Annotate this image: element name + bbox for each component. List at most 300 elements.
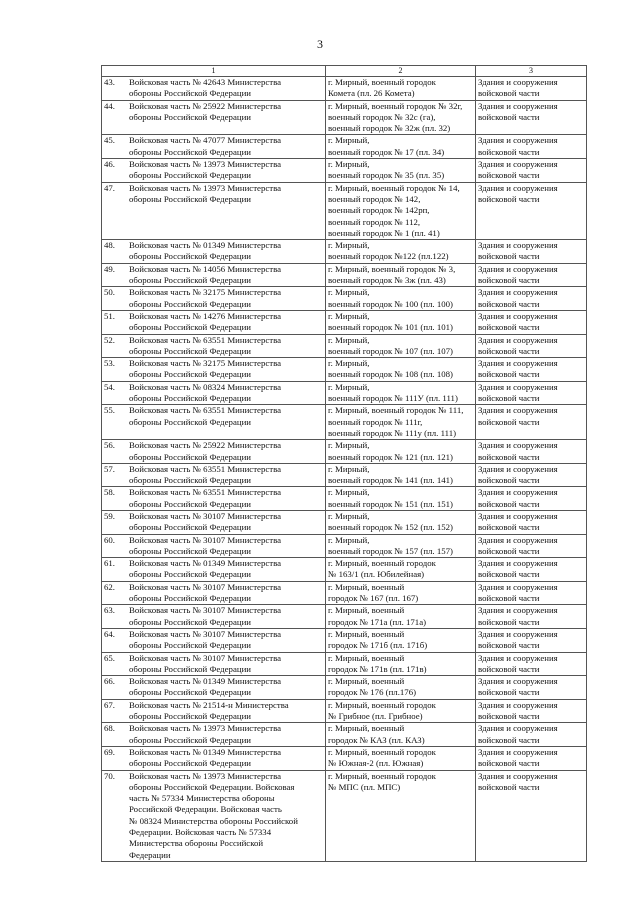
unit-name	[129, 135, 323, 158]
military-unit-cell	[102, 628, 326, 652]
row-number: 54.	[104, 381, 115, 392]
row-number: 64.	[104, 628, 115, 639]
table-row	[102, 263, 587, 287]
object-line: Здания и сооружения	[478, 510, 558, 521]
table-body	[102, 77, 587, 862]
address-line: г. Мирный,	[328, 240, 370, 251]
page-number: 3	[317, 37, 323, 51]
address-cell	[326, 699, 476, 723]
object-cell	[476, 159, 587, 183]
address-cell	[326, 487, 476, 511]
object-line: войсковой части	[478, 663, 540, 674]
unit-name-line: Войсковая часть № 01349 Министерства	[129, 240, 282, 251]
unit-name	[129, 405, 323, 428]
unit-name	[129, 535, 323, 558]
address-line: г. Мирный,	[328, 358, 370, 369]
address-line: № 163/1 (пл. Юбилейная)	[328, 569, 425, 580]
address-cell	[326, 534, 476, 558]
unit-entry	[104, 405, 323, 428]
address-cell	[326, 440, 476, 464]
object-cell	[476, 746, 587, 770]
address-line: г. Мирный,	[328, 135, 370, 146]
address-line: г. Мирный, военный	[328, 676, 405, 687]
military-unit-cell	[102, 358, 326, 382]
table-row	[102, 699, 587, 723]
address-line: военный городок № 111У (пл. 111)	[328, 393, 458, 404]
address-line: городок № 171а (пл. 171а)	[328, 616, 427, 627]
object-line: войсковой части	[478, 193, 540, 204]
object-cell	[476, 558, 587, 582]
address-cell	[326, 334, 476, 358]
address-line: г. Мирный, военный городок	[328, 558, 436, 569]
address-cell	[326, 240, 476, 264]
table-row	[102, 287, 587, 311]
object-line: войсковой части	[478, 322, 540, 333]
address-line: г. Мирный,	[328, 440, 370, 451]
object-line: войсковой части	[478, 498, 540, 509]
row-number: 66.	[104, 676, 115, 687]
address-line: г. Мирный,	[328, 534, 370, 545]
address-line: военный городок № 111г,	[328, 416, 423, 427]
object-line: Здания и сооружения	[478, 770, 558, 781]
unit-name-line: обороны Российской Федерации	[129, 322, 251, 333]
military-unit-cell	[102, 510, 326, 534]
table-row	[102, 100, 587, 135]
address-line: г. Мирный, военный городок	[328, 746, 436, 757]
unit-name-line: обороны Российской Федерации	[129, 522, 251, 533]
object-line: Здания и сооружения	[478, 381, 558, 392]
unit-entry	[104, 101, 323, 124]
address-line: г. Мирный, военный городок	[328, 770, 436, 781]
address-cell	[326, 263, 476, 287]
object-line: войсковой части	[478, 111, 540, 122]
facilities-table	[101, 65, 587, 862]
address-line: военный городок № 35 (пл. 35)	[328, 170, 445, 181]
row-number: 61.	[104, 558, 115, 569]
row-number: 52.	[104, 334, 115, 345]
unit-name-line: обороны Российской Федерации	[129, 251, 251, 262]
object-line: войсковой части	[478, 616, 540, 627]
unit-entry	[104, 311, 323, 334]
object-line: войсковой части	[478, 593, 540, 604]
unit-entry	[104, 558, 323, 581]
unit-name-line: Войсковая часть № 47077 Министерства	[129, 135, 282, 146]
object-line: Здания и сооружения	[478, 534, 558, 545]
unit-name-line: обороны Российской Федерации	[129, 146, 251, 157]
unit-entry	[104, 582, 323, 605]
unit-name	[129, 464, 323, 487]
row-number: 70.	[104, 770, 115, 781]
object-cell	[476, 770, 587, 861]
row-number: 68.	[104, 723, 115, 734]
military-unit-cell	[102, 287, 326, 311]
unit-name-line: обороны Российской Федерации	[129, 758, 251, 769]
address-cell	[326, 652, 476, 676]
military-unit-cell	[102, 240, 326, 264]
military-unit-cell	[102, 334, 326, 358]
unit-name-line: Войсковая часть № 13973 Министерства	[129, 723, 282, 734]
address-line: военный городок № 1 (пл. 41)	[328, 227, 440, 238]
table-row	[102, 723, 587, 747]
unit-name-line: Войсковая часть № 32175 Министерства	[129, 287, 282, 298]
object-line: войсковой части	[478, 251, 540, 262]
table-row	[102, 652, 587, 676]
unit-name-line: обороны Российской Федерации	[129, 111, 251, 122]
address-line: городок № 176 (пл.176)	[328, 687, 417, 698]
object-line: войсковой части	[478, 569, 540, 580]
unit-name-line: обороны Российской Федерации	[129, 498, 251, 509]
unit-name-line: Войсковая часть № 32175 Министерства	[129, 358, 282, 369]
object-cell	[476, 310, 587, 334]
unit-name-line: Войсковая часть № 25922 Министерства	[129, 100, 282, 111]
column-header-3: 3	[476, 66, 587, 77]
unit-name-line: Войсковая часть № 14056 Министерства	[129, 263, 282, 274]
military-unit-cell	[102, 135, 326, 159]
unit-entry	[104, 605, 323, 628]
military-unit-cell	[102, 581, 326, 605]
row-number: 53.	[104, 358, 115, 369]
unit-name-line: обороны Российской Федерации. Войсковая	[129, 781, 295, 792]
unit-name-line: Войсковая часть № 30107 Министерства	[129, 534, 282, 545]
unit-entry	[104, 159, 323, 182]
unit-entry	[104, 440, 323, 463]
unit-name	[129, 511, 323, 534]
object-line: Здания и сооружения	[478, 605, 558, 616]
unit-name-line: Войсковая часть № 30107 Министерства	[129, 581, 282, 592]
row-number: 55.	[104, 405, 115, 416]
object-cell	[476, 358, 587, 382]
row-number: 67.	[104, 699, 115, 710]
object-line: Здания и сооружения	[478, 581, 558, 592]
address-cell	[326, 100, 476, 135]
military-unit-cell	[102, 770, 326, 861]
unit-entry	[104, 135, 323, 158]
address-line: г. Мирный, военный	[328, 581, 405, 592]
row-number: 50.	[104, 287, 115, 298]
object-line: Здания и сооружения	[478, 746, 558, 757]
unit-name	[129, 700, 323, 723]
object-cell	[476, 487, 587, 511]
unit-entry	[104, 511, 323, 534]
military-unit-cell	[102, 100, 326, 135]
address-line: военный городок № 101 (пл. 101)	[328, 322, 453, 333]
military-unit-cell	[102, 381, 326, 405]
object-line: войсковой части	[478, 545, 540, 556]
table-row	[102, 534, 587, 558]
address-line: городок № КАЗ (пл. КАЗ)	[328, 734, 425, 745]
row-number: 48.	[104, 240, 115, 251]
unit-name-line: обороны Российской Федерации	[129, 593, 251, 604]
object-line: войсковой части	[478, 146, 540, 157]
military-unit-cell	[102, 699, 326, 723]
unit-name-line: Войсковая часть № 63551 Министерства	[129, 405, 282, 416]
unit-name-line: Войсковая часть № 63551 Министерства	[129, 334, 282, 345]
object-cell	[476, 381, 587, 405]
unit-name-line: Министерства обороны Российской	[129, 838, 264, 849]
unit-entry	[104, 183, 323, 206]
table-row	[102, 358, 587, 382]
object-line: Здания и сооружения	[478, 100, 558, 111]
military-unit-cell	[102, 558, 326, 582]
unit-entry	[104, 747, 323, 770]
unit-entry	[104, 487, 323, 510]
unit-name-line: обороны Российской Федерации	[129, 275, 251, 286]
military-unit-cell	[102, 487, 326, 511]
unit-entry	[104, 240, 323, 263]
military-unit-cell	[102, 534, 326, 558]
military-unit-cell	[102, 77, 326, 101]
table-row	[102, 676, 587, 700]
row-number: 58.	[104, 487, 115, 498]
address-line: городок № 171б (пл. 171б)	[328, 640, 428, 651]
military-unit-cell	[102, 652, 326, 676]
object-line: войсковой части	[478, 758, 540, 769]
address-line: г. Мирный,	[328, 487, 370, 498]
military-unit-cell	[102, 746, 326, 770]
address-line: военный городок № 111у (пл. 111)	[328, 427, 457, 438]
address-cell	[326, 159, 476, 183]
address-cell	[326, 287, 476, 311]
object-cell	[476, 534, 587, 558]
address-line: военный городок № 152 (пл. 152)	[328, 522, 453, 533]
address-line: № МПС (пл. МПС)	[328, 781, 401, 792]
object-line: Здания и сооружения	[478, 263, 558, 274]
address-line: г. Мирный, военный городок № 3,	[328, 263, 456, 274]
unit-name-line: обороны Российской Федерации	[129, 545, 251, 556]
table-row	[102, 558, 587, 582]
unit-name-line: обороны Российской Федерации	[129, 569, 251, 580]
row-number: 51.	[104, 310, 115, 321]
unit-name	[129, 723, 323, 746]
address-line: городок № 167 (пл. 167)	[328, 593, 419, 604]
address-cell	[326, 770, 476, 861]
unit-entry	[104, 653, 323, 676]
military-unit-cell	[102, 463, 326, 487]
table-header	[102, 66, 587, 77]
object-cell	[476, 440, 587, 464]
address-line: г. Мирный,	[328, 510, 370, 521]
column-header-2: 2	[326, 66, 476, 77]
unit-entry	[104, 700, 323, 723]
unit-name-line: Федерации. Войсковая часть № 57334	[129, 827, 272, 837]
address-cell	[326, 135, 476, 159]
object-line: Здания и сооружения	[478, 240, 558, 251]
object-line: войсковой части	[478, 475, 540, 486]
row-number: 56.	[104, 440, 115, 451]
unit-entry	[104, 287, 323, 310]
unit-name	[129, 629, 323, 652]
object-line: войсковой части	[478, 687, 540, 698]
address-line: военный городок № 157 (пл. 157)	[328, 545, 453, 556]
row-number: 69.	[104, 746, 115, 757]
object-line: Здания и сооружения	[478, 334, 558, 345]
object-line: Здания и сооружения	[478, 440, 558, 451]
address-cell	[326, 182, 476, 239]
address-line: военный городок № 142рп,	[328, 205, 430, 216]
address-line: г. Мирный, военный городок	[328, 77, 436, 87]
address-line: военный городок № 17 (пл. 34)	[328, 146, 445, 157]
object-line: войсковой части	[478, 88, 540, 99]
object-line: войсковой части	[478, 170, 540, 181]
unit-name-line: Войсковая часть № 21514-н Министерства	[129, 699, 289, 710]
unit-name-line: Войсковая часть № 01349 Министерства	[129, 676, 282, 687]
address-line: военный городок № 3ж (пл. 43)	[328, 275, 446, 286]
unit-name	[129, 77, 323, 100]
unit-name-line: Войсковая часть № 08324 Министерства	[129, 381, 282, 392]
address-cell	[326, 358, 476, 382]
unit-name	[129, 558, 323, 581]
unit-name-line: Войсковая часть № 13973 Министерства	[129, 182, 282, 193]
address-cell	[326, 605, 476, 629]
object-line: войсковой части	[478, 734, 540, 745]
unit-name-line: Войсковая часть № 63551 Министерства	[129, 487, 282, 498]
object-line: войсковой части	[478, 451, 540, 462]
unit-entry	[104, 335, 323, 358]
unit-name	[129, 311, 323, 334]
object-line: Здания и сооружения	[478, 358, 558, 369]
unit-entry	[104, 723, 323, 746]
unit-name-line: обороны Российской Федерации	[129, 393, 251, 404]
military-unit-cell	[102, 440, 326, 464]
object-cell	[476, 334, 587, 358]
unit-name	[129, 101, 323, 124]
military-unit-cell	[102, 605, 326, 629]
header-row	[102, 66, 587, 77]
row-number: 62.	[104, 581, 115, 592]
unit-name-line: Федерации	[129, 849, 171, 860]
object-cell	[476, 135, 587, 159]
unit-name	[129, 358, 323, 381]
unit-name-line: обороны Российской Федерации	[129, 616, 251, 627]
address-line: городок № 171в (пл. 171в)	[328, 663, 427, 674]
address-line: военный городок № 100 (пл. 100)	[328, 298, 453, 309]
table-row	[102, 135, 587, 159]
military-unit-cell	[102, 182, 326, 239]
unit-name	[129, 382, 323, 405]
unit-name-line: Войсковая часть № 01349 Министерства	[129, 746, 282, 757]
object-cell	[476, 240, 587, 264]
object-line: Здания и сооружения	[478, 652, 558, 663]
row-number: 57.	[104, 463, 115, 474]
unit-name	[129, 605, 323, 628]
table-row	[102, 381, 587, 405]
unit-entry	[104, 264, 323, 287]
table-row	[102, 182, 587, 239]
table-row	[102, 581, 587, 605]
unit-name	[129, 653, 323, 676]
object-cell	[476, 628, 587, 652]
unit-name	[129, 440, 323, 463]
military-unit-cell	[102, 723, 326, 747]
object-cell	[476, 405, 587, 440]
military-unit-cell	[102, 263, 326, 287]
unit-name	[129, 487, 323, 510]
unit-name-line: обороны Российской Федерации	[129, 734, 251, 745]
table-row	[102, 463, 587, 487]
unit-name-line: Войсковая часть № 30107 Министерства	[129, 628, 282, 639]
object-line: Здания и сооружения	[478, 287, 558, 298]
object-cell	[476, 723, 587, 747]
object-cell	[476, 182, 587, 239]
table-row	[102, 310, 587, 334]
address-line: № Грибное (пл. Грибное)	[328, 711, 423, 722]
address-line: г. Мирный,	[328, 463, 370, 474]
military-unit-cell	[102, 676, 326, 700]
object-line: Здания и сооружения	[478, 135, 558, 146]
address-cell	[326, 581, 476, 605]
address-line: военный городок № 112,	[328, 216, 421, 227]
address-line: военный городок № 32ж (пл. 32)	[328, 123, 451, 134]
unit-name-line: Войсковая часть № 25922 Министерства	[129, 440, 282, 451]
object-line: Здания и сооружения	[478, 676, 558, 687]
address-line: военный городок № 151 (пл. 151)	[328, 498, 453, 509]
address-line: г. Мирный, военный городок № 14,	[328, 182, 460, 193]
object-line: Здания и сооружения	[478, 159, 558, 170]
address-cell	[326, 77, 476, 101]
unit-name-line: обороны Российской Федерации	[129, 298, 251, 309]
object-line: Здания и сооружения	[478, 487, 558, 498]
object-line: войсковой части	[478, 781, 540, 792]
unit-name	[129, 747, 323, 770]
object-line: Здания и сооружения	[478, 463, 558, 474]
unit-name	[129, 264, 323, 287]
address-cell	[326, 558, 476, 582]
address-cell	[326, 310, 476, 334]
unit-name-line: обороны Российской Федерации	[129, 451, 251, 462]
unit-entry	[104, 676, 323, 699]
unit-name-line: обороны Российской Федерации	[129, 475, 251, 486]
object-cell	[476, 77, 587, 101]
object-line: войсковой части	[478, 416, 540, 427]
row-number: 49.	[104, 263, 115, 274]
unit-entry	[104, 771, 323, 861]
unit-name-line: Российской Федерации. Войсковая часть	[129, 804, 282, 815]
military-unit-cell	[102, 405, 326, 440]
unit-entry	[104, 535, 323, 558]
unit-entry	[104, 382, 323, 405]
address-line: военный городок №122 (пл.122)	[328, 251, 449, 262]
unit-name	[129, 287, 323, 310]
unit-name-line: обороны Российской Федерации	[129, 345, 251, 356]
table-row	[102, 510, 587, 534]
object-line: войсковой части	[478, 640, 540, 651]
unit-name	[129, 676, 323, 699]
address-line: военный городок № 142,	[328, 193, 421, 204]
object-cell	[476, 699, 587, 723]
unit-name	[129, 335, 323, 358]
address-cell	[326, 676, 476, 700]
row-number: 46.	[104, 159, 115, 170]
object-line: Здания и сооружения	[478, 77, 558, 87]
object-cell	[476, 676, 587, 700]
address-line: военный городок № 107 (пл. 107)	[328, 345, 453, 356]
military-unit-cell	[102, 310, 326, 334]
object-cell	[476, 263, 587, 287]
object-cell	[476, 581, 587, 605]
object-line: Здания и сооружения	[478, 310, 558, 321]
table-row	[102, 334, 587, 358]
address-line: военный городок № 108 (пл. 108)	[328, 369, 453, 380]
row-number: 60.	[104, 534, 115, 545]
unit-name-line: обороны Российской Федерации	[129, 711, 251, 722]
unit-name-line: обороны Российской Федерации	[129, 88, 251, 99]
address-cell	[326, 723, 476, 747]
column-header-1: 1	[102, 66, 326, 77]
object-line: войсковой части	[478, 345, 540, 356]
object-line: войсковой части	[478, 711, 540, 722]
object-cell	[476, 287, 587, 311]
address-line: г. Мирный,	[328, 381, 370, 392]
